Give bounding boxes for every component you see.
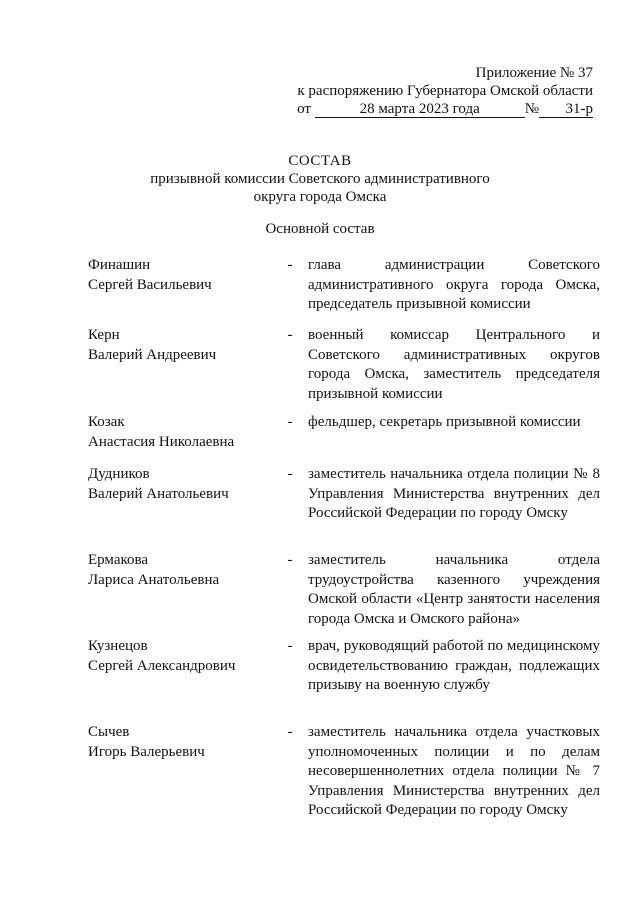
member-surname: Сычев <box>88 724 130 740</box>
member-role: врач, руководящий работой по медицинскому освидетельствованию граждан, подлежащих призыву на военную службу <box>308 638 600 693</box>
member-surname: Дудников <box>88 466 150 482</box>
title-line-1: СОСТАВ <box>288 153 352 169</box>
member-dash: - <box>287 257 293 273</box>
member-name <box>88 326 278 365</box>
member-role: глава администрации Советского административного округа города Омска, председатель призывной комиссии <box>308 257 600 312</box>
number-label: № <box>524 101 539 117</box>
order-reference: к распоряжению Губернатора Омской области <box>297 83 593 99</box>
member-surname: Козак <box>88 414 125 430</box>
member-given-names: Валерий Анатольевич <box>88 485 229 502</box>
member-surname: Керн <box>88 327 120 343</box>
title-line-3: округа города Омска <box>253 189 387 205</box>
member-role: военный комиссар Центрального и Советского административных округов города Омска, заместитель председателя призывной комиссии <box>308 327 600 402</box>
member-given-names: Сергей Александрович <box>88 657 236 674</box>
member-role: заместитель начальника отдела трудоустройства казенного учреждения Омской области «Центр занятости населения города Омска и Омского района» <box>308 552 600 627</box>
title-line-2: призывной комиссии Советского административного <box>150 171 490 187</box>
appendix-number: Приложение № 37 <box>475 65 593 81</box>
member-surname: Ермакова <box>88 552 149 568</box>
order-number: 31-р <box>539 101 593 118</box>
member-dash: - <box>287 466 293 482</box>
member-dash: - <box>287 724 293 740</box>
document-title <box>0 152 640 206</box>
member-name <box>88 256 278 295</box>
member-surname: Финашин <box>88 257 151 273</box>
member-role: фельдшер, секретарь призывной комиссии <box>308 414 581 430</box>
member-given-names: Сергей Васильевич <box>88 276 212 293</box>
member-surname: Кузнецов <box>88 638 148 654</box>
member-dash: - <box>287 552 293 568</box>
member-given-names: Лариса Анатольевна <box>88 571 220 588</box>
member-dash: - <box>287 327 293 343</box>
member-name <box>88 637 278 676</box>
member-name <box>88 723 278 762</box>
member-role: заместитель начальника отдела полиции № 8 Управления Министерства внутренних дел Российской Федерации по городу Омску <box>308 466 600 521</box>
from-label: от <box>297 101 311 117</box>
member-dash: - <box>287 638 293 654</box>
order-date: 28 марта 2023 года <box>315 101 525 118</box>
member-given-names: Анастасия Николаевна <box>88 433 235 450</box>
member-role: заместитель начальника отдела участковых уполномоченных полиции и по делам несовершеннолетних отдела полиции № 7 Управления Министерства внутренних дел Российской Федерации по городу Омску <box>308 724 600 818</box>
order-date-line <box>297 100 593 118</box>
member-name <box>88 465 278 504</box>
document-header <box>297 64 593 118</box>
member-given-names: Игорь Валерьевич <box>88 743 205 760</box>
member-given-names: Валерий Андреевич <box>88 346 217 363</box>
member-name <box>88 551 278 590</box>
section-heading: Основной состав <box>265 221 375 237</box>
member-name <box>88 413 278 452</box>
member-dash: - <box>287 414 293 430</box>
